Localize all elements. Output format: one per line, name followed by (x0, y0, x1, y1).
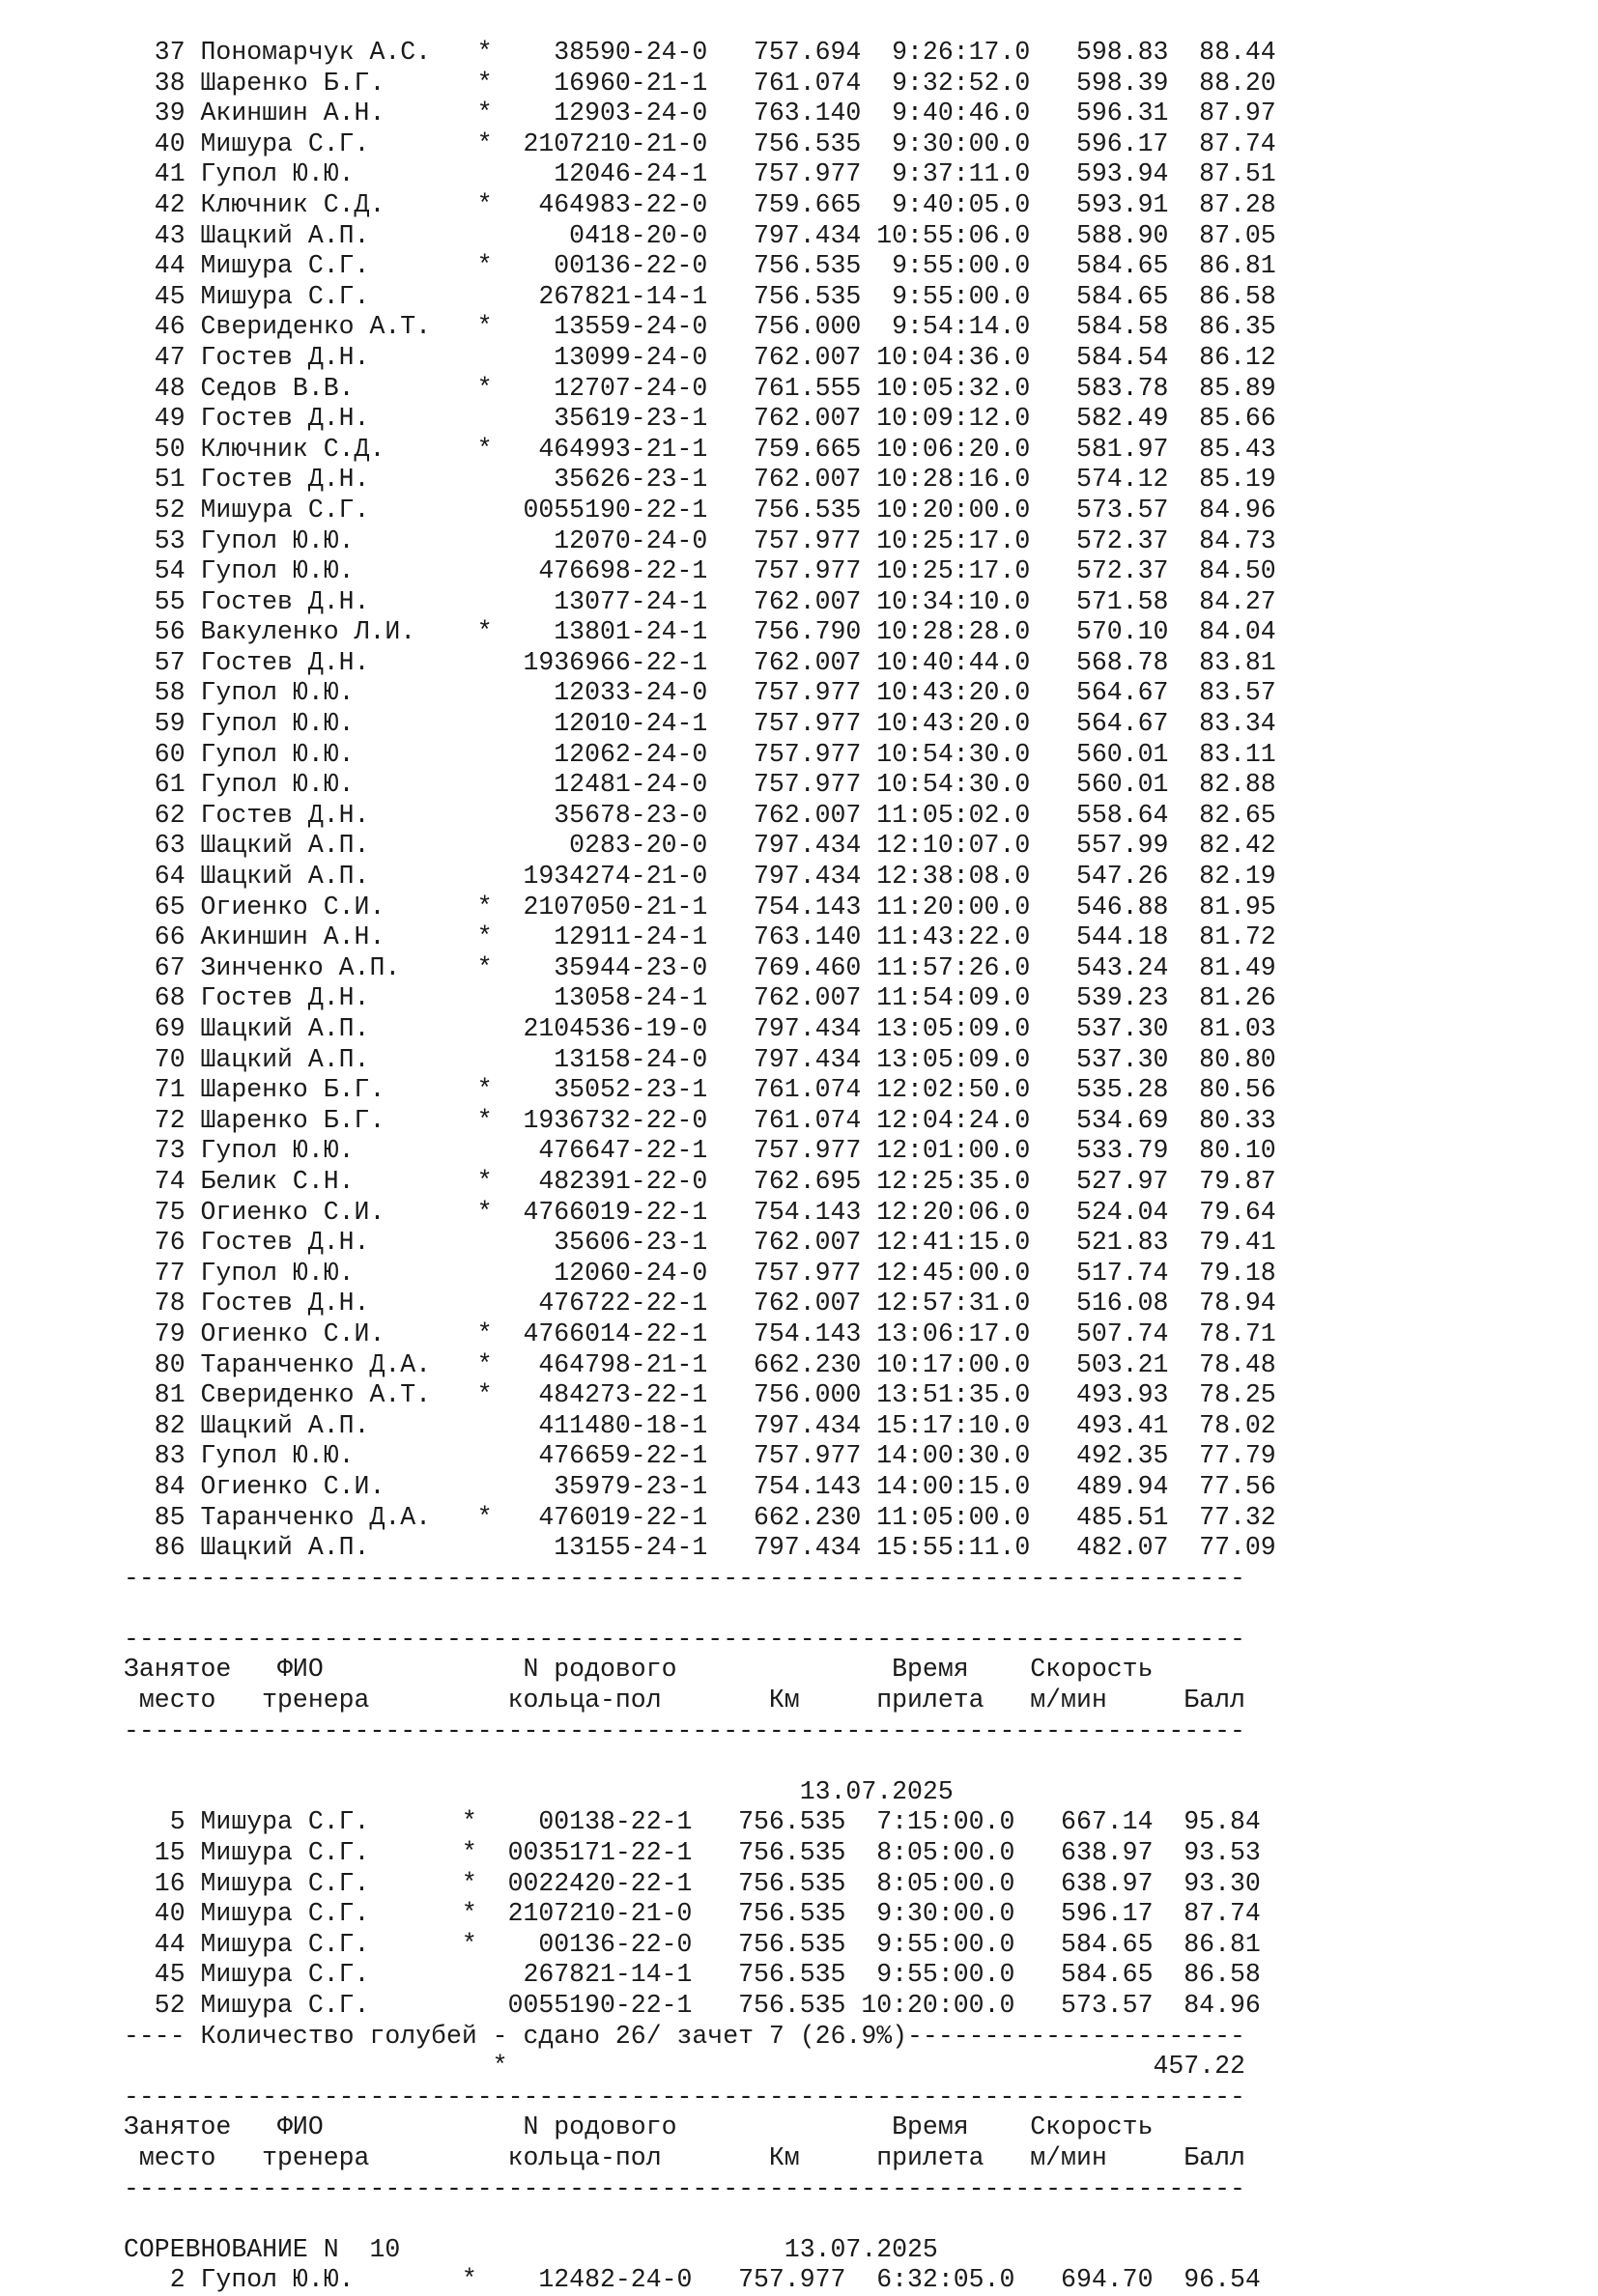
total-line: * 457.22 (124, 2052, 1245, 2082)
section-date: 13.07.2025 (124, 1776, 954, 1806)
table-row: 60 Гупол Ю.Ю. 12062-24-0 757.977 10:54:30.0 560.01 83.11 (124, 739, 1276, 769)
table-row: 39 Акиншин А.Н. * 12903-24-0 763.140 9:40:46.0 596.31 87.97 (124, 99, 1276, 128)
table-row: 58 Гупол Ю.Ю. 12033-24-0 757.977 10:43:20.0 564.67 83.57 (124, 678, 1276, 708)
separator-line: ------------------------------------------------------------------------- (124, 1624, 1245, 1654)
table-row: 44 Мишура С.Г. * 00136-22-0 756.535 9:55:00.0 584.65 86.81 (124, 1929, 1261, 1959)
blank-line (124, 1594, 1476, 1625)
table-row: 82 Шацкий А.П. 411480-18-1 797.434 15:17:10.0 493.41 78.02 (124, 1410, 1276, 1440)
table-row: 64 Шацкий А.П. 1934274-21-0 797.434 12:38:08.0 547.26 82.19 (124, 862, 1276, 892)
table-row: 69 Шацкий А.П. 2104536-19-0 797.434 13:05:09.0 537.30 81.03 (124, 1014, 1276, 1043)
table-row: 67 Зинченко А.П. * 35944-23-0 769.460 11:57:26.0 543.24 81.49 (124, 952, 1276, 982)
table-row: 77 Гупол Ю.Ю. 12060-24-0 757.977 12:45:00.0 517.74 79.18 (124, 1258, 1276, 1288)
table-row: 65 Огиенко С.И. * 2107050-21-1 754.143 11:20:00.0 546.88 81.95 (124, 892, 1276, 921)
table-header: Занятое ФИО N родового Время Скорость (124, 2112, 1154, 2142)
table-row: 83 Гупол Ю.Ю. 476659-22-1 757.977 14:00:30.0 492.35 77.79 (124, 1441, 1276, 1471)
table-row: 38 Шаренко Б.Г. * 16960-21-1 761.074 9:32:52.0 598.39 88.20 (124, 68, 1276, 98)
table-row: 50 Ключник С.Д. * 464993-21-1 759.665 10:06:20.0 581.97 85.43 (124, 434, 1276, 464)
results-document (124, 38, 1476, 2296)
table-row: 54 Гупол Ю.Ю. 476698-22-1 757.977 10:25:17.0 572.37 84.50 (124, 556, 1276, 586)
competition-title: СОРЕВНОВАНИЕ N 10 13.07.2025 (124, 2234, 938, 2264)
table-row: 53 Гупол Ю.Ю. 12070-24-0 757.977 10:25:17.0 572.37 84.73 (124, 525, 1276, 555)
table-row: 61 Гупол Ю.Ю. 12481-24-0 757.977 10:54:30.0 560.01 82.88 (124, 770, 1276, 800)
separator-line: ------------------------------------------------------------------------- (124, 1563, 1245, 1593)
table-row: 42 Ключник С.Д. * 464983-22-0 759.665 9:40:05.0 593.91 87.28 (124, 189, 1276, 219)
table-row: 63 Шацкий А.П. 0283-20-0 797.434 12:10:07.0 557.99 82.42 (124, 831, 1276, 861)
table-row: 80 Таранченко Д.А. * 464798-21-1 662.230 10:17:00.0 503.21 78.48 (124, 1349, 1276, 1379)
table-row: 66 Акиншин А.Н. * 12911-24-1 763.140 11:43:22.0 544.18 81.72 (124, 922, 1276, 952)
blank-line (124, 1746, 1476, 1777)
table-row: 49 Гостев Д.Н. 35619-23-1 762.007 10:09:12.0 582.49 85.66 (124, 404, 1276, 434)
table-row: 70 Шацкий А.П. 13158-24-0 797.434 13:05:09.0 537.30 80.80 (124, 1044, 1276, 1074)
table-row: 52 Мишура С.Г. 0055190-22-1 756.535 10:20:00.0 573.57 84.96 (124, 1991, 1261, 2020)
table-row: 73 Гупол Ю.Ю. 476647-22-1 757.977 12:01:00.0 533.79 80.10 (124, 1136, 1276, 1166)
table-row: 52 Мишура С.Г. 0055190-22-1 756.535 10:20:00.0 573.57 84.96 (124, 495, 1276, 524)
table-row: 81 Свериденко А.Т. * 484273-22-1 756.000 13:51:35.0 493.93 78.25 (124, 1380, 1276, 1410)
table-row: 57 Гостев Д.Н. 1936966-22-1 762.007 10:40:44.0 568.78 83.81 (124, 647, 1276, 677)
table-header: место тренера кольца-пол Км прилета м/мин Балл (124, 2142, 1245, 2172)
separator-line: ------------------------------------------------------------------------- (124, 1715, 1245, 1745)
table-row: 44 Мишура С.Г. * 00136-22-0 756.535 9:55:00.0 584.65 86.81 (124, 251, 1276, 281)
table-row: 68 Гостев Д.Н. 13058-24-1 762.007 11:54:09.0 539.23 81.26 (124, 983, 1276, 1013)
table-row: 86 Шацкий А.П. 13155-24-1 797.434 15:55:11.0 482.07 77.09 (124, 1533, 1276, 1563)
table-row: 2 Гупол Ю.Ю. * 12482-24-0 757.977 6:32:05.0 694.70 96.54 (124, 2265, 1261, 2295)
summary-line: ---- Количество голубей - сдано 26/ зачет 7 (26.9%)---------------------- (124, 2021, 1245, 2051)
table-row: 45 Мишура С.Г. 267821-14-1 756.535 9:55:00.0 584.65 86.58 (124, 281, 1276, 311)
table-row: 15 Мишура С.Г. * 0035171-22-1 756.535 8:05:00.0 638.97 93.53 (124, 1838, 1261, 1868)
table-row: 85 Таранченко Д.А. * 476019-22-1 662.230 11:05:00.0 485.51 77.32 (124, 1502, 1276, 1532)
table-row: 62 Гостев Д.Н. 35678-23-0 762.007 11:05:02.0 558.64 82.65 (124, 800, 1276, 830)
table-row: 78 Гостев Д.Н. 476722-22-1 762.007 12:57:31.0 516.08 78.94 (124, 1289, 1276, 1318)
separator-line: ------------------------------------------------------------------------- (124, 2082, 1245, 2112)
table-row: 41 Гупол Ю.Ю. 12046-24-1 757.977 9:37:11.0 593.94 87.51 (124, 159, 1276, 189)
table-row: 40 Мишура С.Г. * 2107210-21-0 756.535 9:30:00.0 596.17 87.74 (124, 128, 1276, 158)
table-header: Занятое ФИО N родового Время Скорость (124, 1655, 1154, 1685)
table-row: 76 Гостев Д.Н. 35606-23-1 762.007 12:41:15.0 521.83 79.41 (124, 1228, 1276, 1258)
table-row: 46 Свериденко А.Т. * 13559-24-0 756.000 9:54:14.0 584.58 86.35 (124, 312, 1276, 342)
table-row: 40 Мишура С.Г. * 2107210-21-0 756.535 9:30:00.0 596.17 87.74 (124, 1899, 1261, 1929)
table-row: 72 Шаренко Б.Г. * 1936732-22-0 761.074 12:04:24.0 534.69 80.33 (124, 1105, 1276, 1135)
table-row: 56 Вакуленко Л.И. * 13801-24-1 756.790 10:28:28.0 570.10 84.04 (124, 617, 1276, 647)
table-row: 16 Мишура С.Г. * 0022420-22-1 756.535 8:05:00.0 638.97 93.30 (124, 1868, 1261, 1898)
table-row: 47 Гостев Д.Н. 13099-24-0 762.007 10:04:36.0 584.54 86.12 (124, 342, 1276, 372)
table-row: 59 Гупол Ю.Ю. 12010-24-1 757.977 10:43:20.0 564.67 83.34 (124, 709, 1276, 739)
separator-line: ------------------------------------------------------------------------- (124, 2173, 1245, 2203)
table-header: место тренера кольца-пол Км прилета м/мин Балл (124, 1686, 1245, 1715)
table-row: 71 Шаренко Б.Г. * 35052-23-1 761.074 12:02:50.0 535.28 80.56 (124, 1075, 1276, 1105)
table-row: 51 Гостев Д.Н. 35626-23-1 762.007 10:28:16.0 574.12 85.19 (124, 465, 1276, 495)
table-row: 79 Огиенко С.И. * 4766014-22-1 754.143 13:06:17.0 507.74 78.71 (124, 1318, 1276, 1348)
table-row: 55 Гостев Д.Н. 13077-24-1 762.007 10:34:10.0 571.58 84.27 (124, 586, 1276, 616)
table-row: 48 Седов В.В. * 12707-24-0 761.555 10:05:32.0 583.78 85.89 (124, 373, 1276, 403)
table-row: 5 Мишура С.Г. * 00138-22-1 756.535 7:15:00.0 667.14 95.84 (124, 1807, 1261, 1837)
blank-line (124, 2204, 1476, 2235)
table-row: 84 Огиенко С.И. 35979-23-1 754.143 14:00:15.0 489.94 77.56 (124, 1471, 1276, 1501)
table-row: 75 Огиенко С.И. * 4766019-22-1 754.143 12:20:06.0 524.04 79.64 (124, 1197, 1276, 1227)
table-row: 74 Белик С.Н. * 482391-22-0 762.695 12:25:35.0 527.97 79.87 (124, 1166, 1276, 1196)
table-row: 43 Шацкий А.П. 0418-20-0 797.434 10:55:06.0 588.90 87.05 (124, 220, 1276, 250)
table-row: 45 Мишура С.Г. 267821-14-1 756.535 9:55:00.0 584.65 86.58 (124, 1960, 1261, 1990)
table-row: 37 Пономарчук А.С. * 38590-24-0 757.694 9:26:17.0 598.83 88.44 (124, 38, 1276, 67)
